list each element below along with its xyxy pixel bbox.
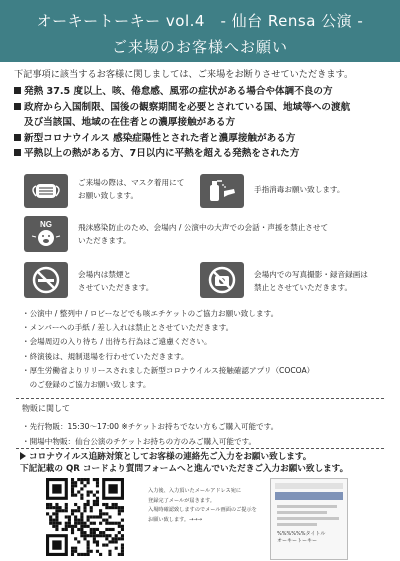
rules-list — [22, 307, 382, 392]
conditions-list — [14, 84, 394, 162]
goods-list — [22, 420, 382, 449]
goods-item: ・先行物販：15:30〜17:00 ※チケットお持ちでない方もご購入可能です。 — [22, 422, 279, 431]
hand-sanitizer-text: 手指消毒お願い致します。 — [254, 185, 345, 194]
condition-item: 政府から入国制限、国後の観察期間を必要とされている国、地域等への渡航 — [14, 100, 394, 116]
no-shouting-icon — [24, 216, 68, 252]
divider — [16, 448, 384, 449]
qr-code[interactable] — [46, 478, 124, 556]
goods-item: ・開場中物販：仙台公演のチケットお持ちの方のみご購入可能です。 — [22, 436, 257, 446]
form-screenshot-preview: %%%%%%タイトル オーキートーキー — [270, 478, 348, 560]
rule-item: ・メンバーへの手紙 / 差し入れは禁止とさせていただきます。 — [22, 323, 234, 333]
condition-item: 平熱以上の熱がある方、7日以内に平熱を超える発熱をされた方 — [14, 146, 394, 162]
condition-item: 新型コロナウイルス 感染症陽性とされた者と濃厚接触がある方 — [14, 131, 394, 147]
goods-title: 物販に関して — [22, 404, 70, 413]
mask-icon — [24, 174, 68, 208]
rule-item: ・公演中 / 整列中 / ロビーなどでも咳エチケットのご協力お願い致します。 — [22, 309, 279, 318]
no-smoking-icon — [24, 262, 68, 298]
bullet-square-icon — [14, 149, 21, 156]
no-shouting-text: 飛沫感染防止のため、会場内 / 公演中の大声での会話・声援を禁止させて いただきます。 — [78, 223, 329, 245]
no-camera-text: 会場内での写真撮影・録音録画は 禁止とさせていただきます。 — [254, 270, 368, 292]
no-smoking-text: 会場内は禁煙と させていただきます。 — [78, 270, 154, 292]
ng-badge: NG — [40, 220, 52, 229]
header-banner — [0, 0, 400, 62]
bullet-square-icon — [14, 87, 21, 94]
arrow-right-icon — [20, 452, 26, 460]
rule-item: ・会場周辺の入り待ち / 出待ち行為はご遠慮ください。 — [22, 337, 212, 347]
bullet-square-icon — [14, 103, 21, 110]
divider — [16, 398, 384, 399]
qr-description: 入力後、入力頂いたメールアドレス宛に 登録完了メールが届きます。 入場時確認致しますのでメール画面のご提示を お願い致します。→→→ — [148, 488, 257, 523]
rule-item: のご登録のご協力お願い致します。 — [22, 380, 151, 390]
rule-item: ・厚生労働省よりリリースされました新型コロナウイルス接触確認アプリ（COCOA） — [22, 365, 315, 375]
mask-text: ご来場の際は、マスク着用にて お願い致します。 — [78, 178, 185, 200]
condition-item-continued: 及び当該国、地域の在住者との濃厚接触がある方 — [24, 117, 236, 128]
hand-sanitizer-icon — [200, 174, 244, 208]
rule-item: ・終演後は、規制退場を行わせていただきます。 — [22, 351, 189, 361]
no-camera-icon — [200, 262, 244, 298]
page-title: ご来場のお客様へお願い — [111, 38, 288, 56]
condition-item: 発熱 37.5 度以上、咳、倦怠感、風邪の症状がある場合や体調不良の方 — [14, 84, 394, 100]
contact-notice: コロナウイルス追跡対策としてお客様の連絡先ご入力をお願い致します。 下記記載の QR コードより質問フォームへと進んでいただきご入力お願い致します。 — [20, 452, 349, 474]
bullet-square-icon — [14, 134, 21, 141]
intro-text: 下記事項に該当するお客様に関しましては、ご来場をお断りさせていただきます。 — [14, 69, 354, 80]
event-title: オーキートーキー vol.4 - 仙台 Rensa 公演 - — [36, 12, 364, 30]
